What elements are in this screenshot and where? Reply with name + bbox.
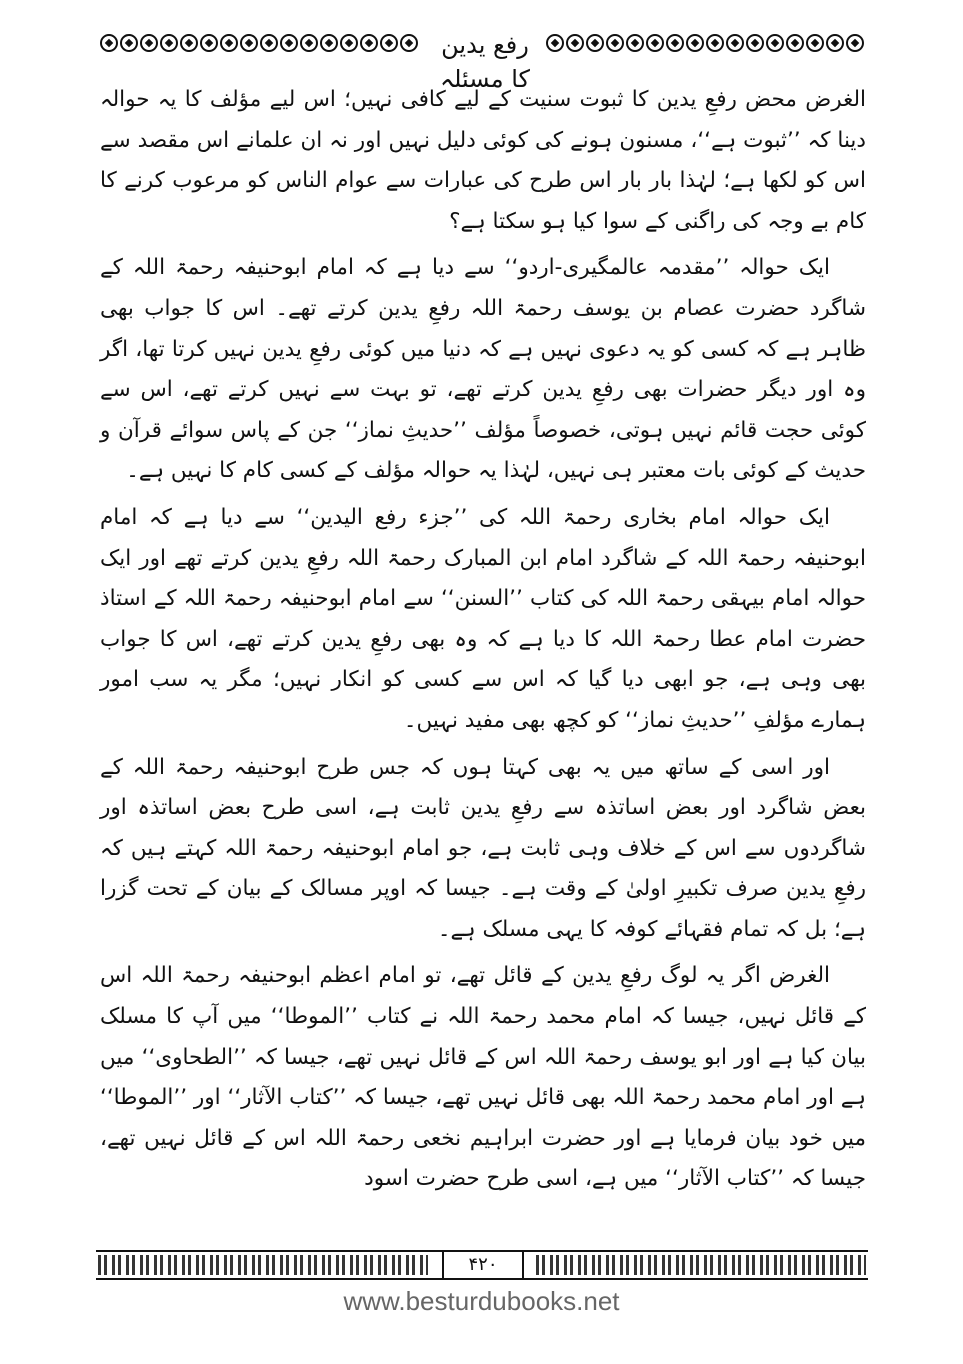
page-number: ۴۲۰: [442, 1252, 524, 1278]
website-watermark: www.besturdubooks.net: [343, 1286, 620, 1316]
running-title: رفع یدین کا مسئلہ: [440, 31, 530, 93]
paragraph-3: ایک حوالہ امام بخاری رحمۃ اللہ کی ’’جزء رفع الیدین‘‘ سے دیا ہے کہ امام ابوحنیفہ رحمۃ اللہ کے شاگرد امام ابن المبارک رحمۃ اللہ رفعِ یدین کرتے تھے اور ایک حوالہ امام بیہقی رحمۃ اللہ کی کتاب ’’السنن‘‘ سے امام ابوحنیفہ رحمۃ اللہ کے استاذ حضرت امام عطا رحمۃ اللہ کا دیا ہے کہ وہ بھی رفعِ یدین کرتے تھے، اس کا جواب بھی وہی ہے، جو ابھی دیا گیا کہ اس سے کسی کو انکار نہیں؛ مگر یہ سب امور ہمارے مؤلفِ ’’حدیثِ نماز‘‘ کو کچھ بھی مفید نہیں۔: [100, 504, 866, 733]
footer-ornament-left: [98, 1255, 428, 1275]
paragraph-2: ایک حوالہ ’’مقدمہ عالمگیری-اردو‘‘ سے دیا ہے کہ امام ابوحنیفہ رحمۃ اللہ کے شاگرد حضرت عصام بن یوسف رحمۃ اللہ رفعِ یدین کرتے تھے۔ اس کا جواب بھی ظاہر ہے کہ کسی کو یہ دعوی نہیں ہے کہ دنیا میں کوئی رفعِ یدین نہیں کرتا تھا، اگر وہ اور دیگر حضرات بھی رفعِ یدین کرتے تھے، تو بہت سے نہیں کرتے تھے، اس سے کوئی حجت قائم نہیں ہوتی، خصوصاً مؤلف ’’حدیثِ نماز‘‘ جن کے پاس سوائے قرآن و حدیث کے کوئی بات معتبر ہی نہیں، لہٰذا یہ حوالہ مؤلف کے کسی کام کا نہیں ہے۔: [100, 255, 866, 484]
page-footer: [96, 1250, 868, 1280]
page-body: [100, 80, 866, 1192]
page-header: [100, 28, 866, 93]
header-ornament-right: [546, 34, 866, 56]
paragraph-1: الغرض محض رفعِ یدین کا ثبوت سنیت کے لیے کافی نہیں؛ اس لیے مؤلف کا یہ حوالہ دینا کہ ’’ثبوت ہے‘‘، مسنون ہونے کی کوئی دلیل نہیں اور نہ ان علمانے اس مقصد سے اس کو لکھا ہے؛ لہٰذا بار بار اس طرح کی عبارات سے عوام الناس کو مرعوب کرنے کا کام بے وجہ کی راگنی کے سوا کیا ہو سکتا ہے؟: [100, 87, 866, 234]
footer-ornament-right: [536, 1255, 866, 1275]
paragraph-5: الغرض اگر یہ لوگ رفعِ یدین کے قائل تھے، تو امام اعظم ابوحنیفہ رحمۃ اللہ اس کے قائل نہیں، جیسا کہ امام محمد رحمۃ اللہ نے کتاب ’’الموطا‘‘ میں آپ کا مسلک بیان کیا ہے اور ابو یوسف رحمۃ اللہ اس کے قائل نہیں تھے، جیسا کہ ’’الطحاوی‘‘ میں ہے اور امام محمد رحمۃ اللہ بھی قائل نہیں تھے، جیسا کہ ’’کتاب الآثار‘‘ اور ’’الموطا‘‘ میں خود بیان فرمایا ہے اور حضرت ابراہیم نخعی رحمۃ اللہ اس کے قائل نہیں تھے، جیسا کہ ’’کتاب الآثار‘‘ میں ہے، اسی طرح حضرت اسود: [100, 963, 866, 1192]
header-ornament-left: [100, 34, 420, 56]
paragraph-4: اور اسی کے ساتھ میں یہ بھی کہتا ہوں کہ جس طرح ابوحنیفہ رحمۃ اللہ کے بعض شاگرد اور بعض اساتذہ سے رفعِ یدین ثابت ہے، اسی طرح بعض اساتذہ اور شاگردوں سے اس کے خلاف وہی ثابت ہے، جو امام ابوحنیفہ رحمۃ اللہ کہتے ہیں کہ رفعِ یدین صرف تکبیرِ اولیٰ کے وقت ہے۔ جیسا کہ اوپر مسالک کے بیان کے تحت گزرا ہے؛ بل کہ تمام فقہائے کوفہ کا یہی مسلک ہے۔: [100, 754, 866, 942]
